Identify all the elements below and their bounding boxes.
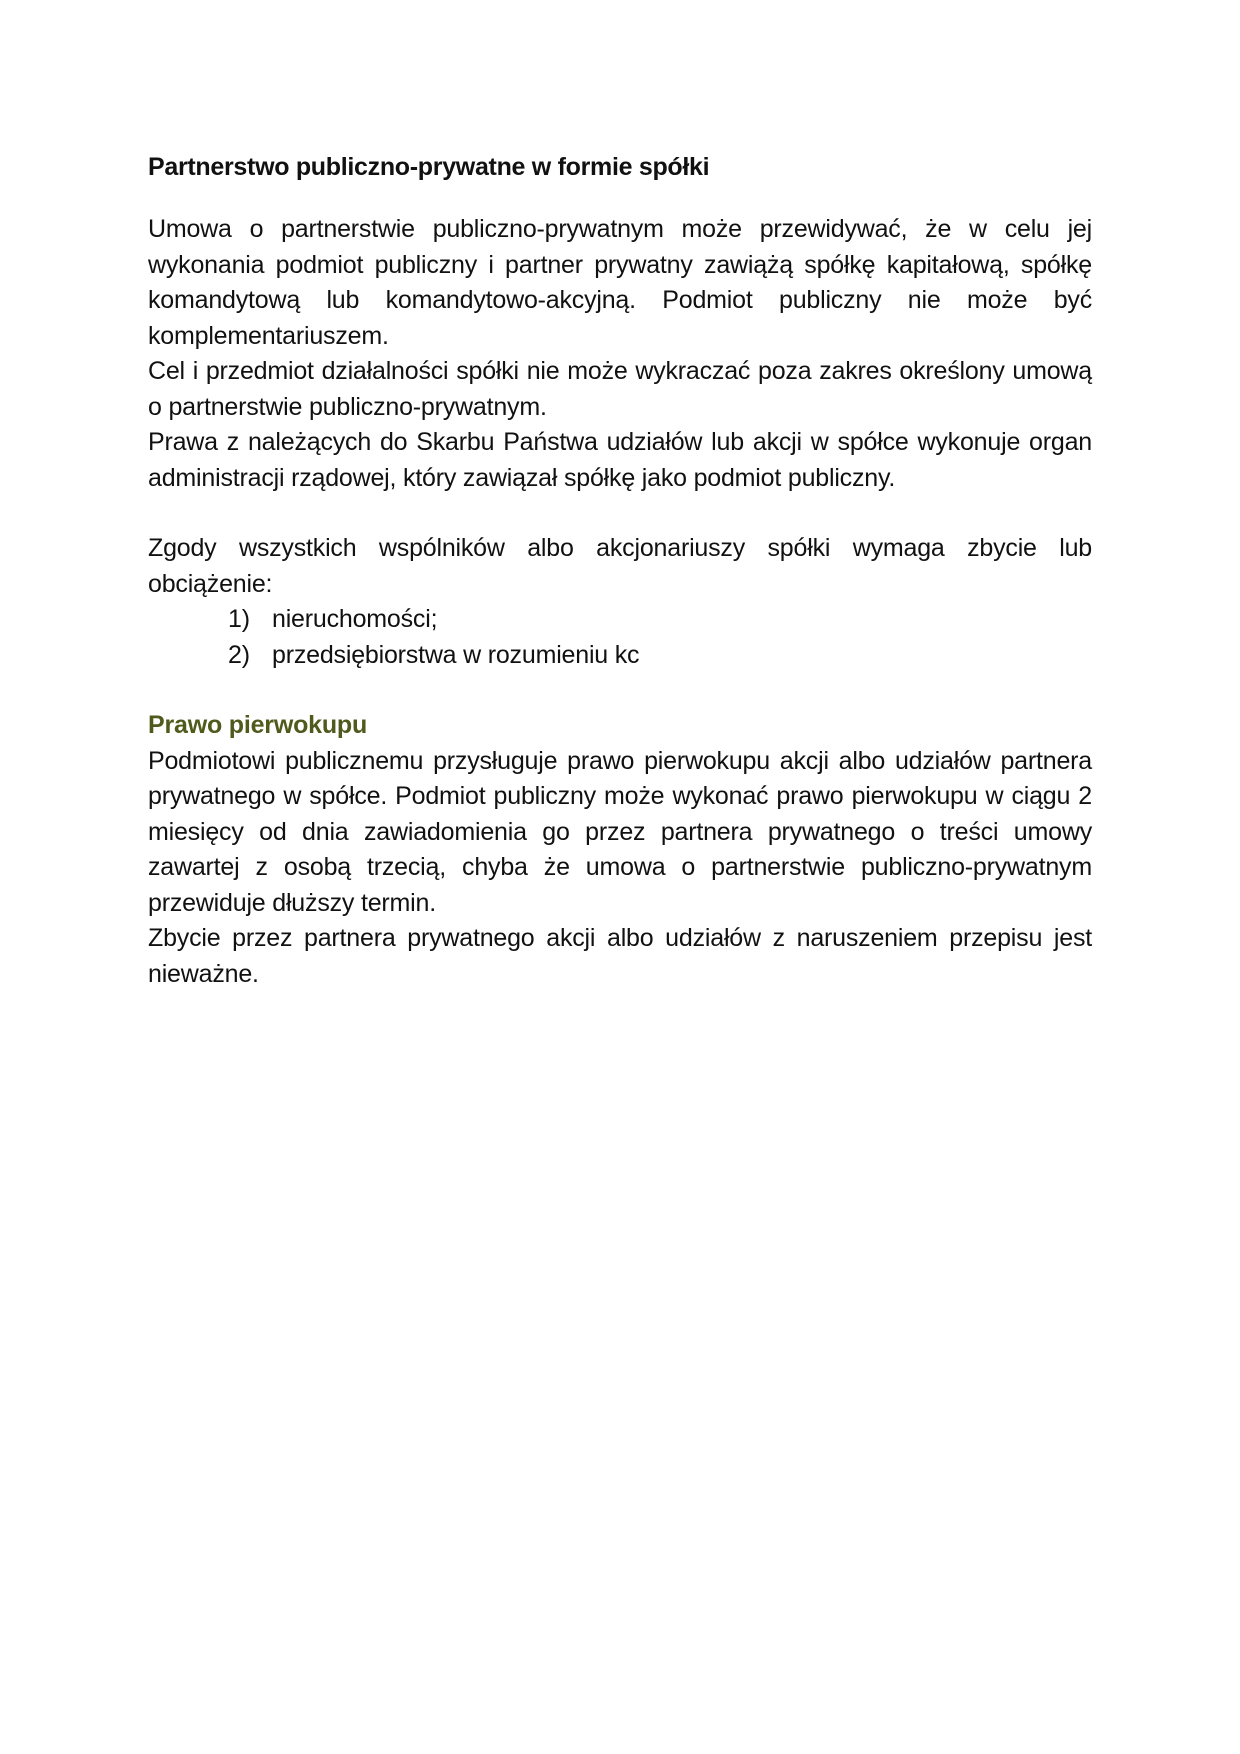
list-item-text: nieruchomości; xyxy=(272,605,438,633)
list-item xyxy=(148,602,1092,638)
document-page xyxy=(148,150,1092,992)
paragraph-treasury-rights: Prawa z należących do Skarbu Państwa udziałów lub akcji w spółce wykonuje organ administracji rządowej, który zawiązał spółkę jako podmiot publiczny. xyxy=(148,428,1092,492)
paragraph-consent-intro: Zgody wszystkich wspólników albo akcjonariuszy spółki wymaga zbycie lub obciążenie: xyxy=(148,534,1092,598)
list-item-number: 2) xyxy=(228,640,250,669)
paragraph-invalid-sale: Zbycie przez partnera prywatnego akcji albo udziałów z naruszeniem przepisu jest nieważne. xyxy=(148,924,1092,988)
spacer xyxy=(148,673,1092,708)
paragraph-company-purpose: Cel i przedmiot działalności spółki nie może wykraczać poza zakres określony umową o partnerstwie publiczno-prywatnym. xyxy=(148,357,1092,421)
list-item xyxy=(148,638,1092,674)
document-title: Partnerstwo publiczno-prywatne w formie spółki xyxy=(148,153,710,181)
spacer xyxy=(148,496,1092,531)
paragraph-preemption-right: Podmiotowi publicznemu przysługuje prawo pierwokupu akcji albo udziałów partnera prywatnego w spółce. Podmiot publiczny może wykonać prawo pierwokupu w ciągu 2 miesięcy od dnia zawiadomienia go przez partnera prywatnego o treści umowy zawartej z osobą trzecią, chyba że umowa o partnerstwie publiczno-prywatnym przewiduje dłuższy termin. xyxy=(148,746,1092,917)
section-heading-preemption: Prawo pierwokupu xyxy=(148,711,368,739)
paragraph-partnership-company: Umowa o partnerstwie publiczno-prywatnym może przewidywać, że w celu jej wykonania podmiot publiczny i partner prywatny zawiążą spółkę kapitałową, spółkę komandytową lub komandytowo-akcyjną. Podmiot publiczny nie może być komplementariuszem. xyxy=(148,215,1092,350)
consent-list xyxy=(148,602,1092,673)
list-item-number: 1) xyxy=(228,605,250,633)
list-item-text: przedsiębiorstwa w rozumieniu kc xyxy=(272,640,640,669)
